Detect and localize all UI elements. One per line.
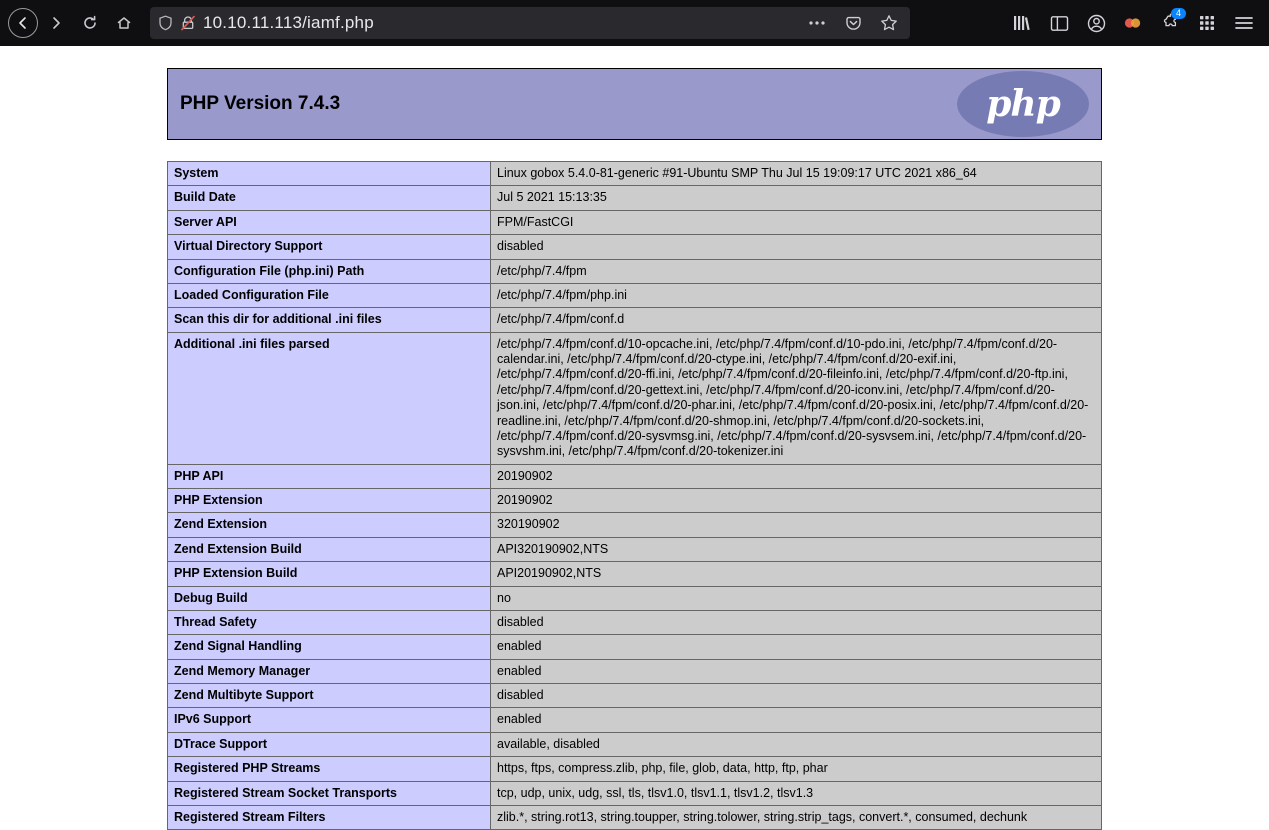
php-logo xyxy=(957,71,1089,137)
table-cell-value: enabled xyxy=(491,635,1102,659)
table-row xyxy=(168,186,1102,210)
table-cell-name: IPv6 Support xyxy=(168,708,491,732)
page-title: PHP Version 7.4.3 xyxy=(180,93,341,114)
url-text[interactable]: 10.10.11.113/iamf.php xyxy=(203,13,374,32)
table-cell-name: Server API xyxy=(168,210,491,234)
page-actions-icon[interactable] xyxy=(804,10,830,36)
table-cell-name: PHP Extension Build xyxy=(168,562,491,586)
table-cell-value: API320190902,NTS xyxy=(491,537,1102,561)
table-row xyxy=(168,635,1102,659)
php-logo-text: php xyxy=(986,83,1060,125)
urlbar-actions xyxy=(804,10,902,36)
table-cell-value: API20190902,NTS xyxy=(491,562,1102,586)
table-cell-value: disabled xyxy=(491,684,1102,708)
table-cell-name: Zend Extension Build xyxy=(168,537,491,561)
table-row xyxy=(168,283,1102,307)
table-cell-value: zlib.*, string.rot13, string.toupper, string.tolower, string.strip_tags, convert.*, consumed, dechunk xyxy=(491,805,1102,829)
phpinfo-table-body xyxy=(168,162,1102,830)
forward-button[interactable] xyxy=(40,7,72,39)
table-cell-value: no xyxy=(491,586,1102,610)
settings-grid-icon[interactable] xyxy=(1194,10,1220,36)
pocket-icon[interactable] xyxy=(840,10,866,36)
table-row xyxy=(168,489,1102,513)
table-row xyxy=(168,732,1102,756)
insecure-connection-icon[interactable] xyxy=(180,15,196,31)
table-cell-name: Build Date xyxy=(168,186,491,210)
table-row xyxy=(168,308,1102,332)
table-row xyxy=(168,610,1102,634)
table-cell-value: Jul 5 2021 15:13:35 xyxy=(491,186,1102,210)
navigation-buttons xyxy=(8,7,140,39)
table-cell-value: /etc/php/7.4/fpm xyxy=(491,259,1102,283)
browser-toolbar xyxy=(0,0,1269,46)
table-cell-value: disabled xyxy=(491,610,1102,634)
table-cell-name: Configuration File (php.ini) Path xyxy=(168,259,491,283)
table-cell-name: Zend Multibyte Support xyxy=(168,684,491,708)
table-row xyxy=(168,781,1102,805)
table-cell-value: available, disabled xyxy=(491,732,1102,756)
table-row xyxy=(168,757,1102,781)
phpinfo-table xyxy=(167,161,1102,830)
table-cell-value: 20190902 xyxy=(491,489,1102,513)
table-cell-name: Scan this dir for additional .ini files xyxy=(168,308,491,332)
table-row xyxy=(168,235,1102,259)
table-row xyxy=(168,537,1102,561)
table-cell-value: /etc/php/7.4/fpm/conf.d xyxy=(491,308,1102,332)
toolbar-right-buttons xyxy=(1009,10,1261,36)
back-button[interactable] xyxy=(8,8,38,38)
table-cell-name: Loaded Configuration File xyxy=(168,283,491,307)
table-cell-name: Registered PHP Streams xyxy=(168,757,491,781)
phpinfo-content xyxy=(167,46,1102,830)
url-bar[interactable] xyxy=(150,7,910,39)
table-cell-value: FPM/FastCGI xyxy=(491,210,1102,234)
table-cell-value: 320190902 xyxy=(491,513,1102,537)
table-cell-value: /etc/php/7.4/fpm/php.ini xyxy=(491,283,1102,307)
table-cell-value: 20190902 xyxy=(491,464,1102,488)
table-cell-name: Zend Memory Manager xyxy=(168,659,491,683)
table-cell-value: disabled xyxy=(491,235,1102,259)
table-cell-value: enabled xyxy=(491,708,1102,732)
table-cell-name: Additional .ini files parsed xyxy=(168,332,491,464)
table-row xyxy=(168,805,1102,829)
home-button[interactable] xyxy=(108,7,140,39)
table-row xyxy=(168,684,1102,708)
bookmark-star-icon[interactable] xyxy=(876,10,902,36)
table-cell-name: PHP Extension xyxy=(168,489,491,513)
table-cell-name: PHP API xyxy=(168,464,491,488)
table-row xyxy=(168,162,1102,186)
table-row xyxy=(168,210,1102,234)
shield-icon[interactable] xyxy=(158,15,173,31)
table-cell-value: tcp, udp, unix, udg, ssl, tls, tlsv1.0, tlsv1.1, tlsv1.2, tlsv1.3 xyxy=(491,781,1102,805)
library-icon[interactable] xyxy=(1009,10,1035,36)
table-cell-value: enabled xyxy=(491,659,1102,683)
table-cell-name: DTrace Support xyxy=(168,732,491,756)
table-cell-name: Registered Stream Socket Transports xyxy=(168,781,491,805)
addons-icon[interactable] xyxy=(1157,10,1183,36)
table-row xyxy=(168,708,1102,732)
table-cell-name: Zend Extension xyxy=(168,513,491,537)
table-cell-name: Virtual Directory Support xyxy=(168,235,491,259)
table-row xyxy=(168,332,1102,464)
table-cell-value: Linux gobox 5.4.0-81-generic #91-Ubuntu SMP Thu Jul 15 19:09:17 UTC 2021 x86_64 xyxy=(491,162,1102,186)
page-viewport xyxy=(0,46,1269,824)
containers-icon[interactable] xyxy=(1120,10,1146,36)
table-cell-name: Thread Safety xyxy=(168,610,491,634)
reload-button[interactable] xyxy=(74,7,106,39)
table-cell-name: Registered Stream Filters xyxy=(168,805,491,829)
phpinfo-header xyxy=(167,68,1102,140)
table-cell-value: /etc/php/7.4/fpm/conf.d/10-opcache.ini, /etc/php/7.4/fpm/conf.d/10-pdo.ini, /etc/php/7.4/fpm/conf.d/20-calendar.ini, /etc/php/7.4/fpm/conf.d/20-ctype.ini, /etc/php/7.4/fpm/conf.d/20-exif.ini, /etc/php/7.4/fpm/conf.d/20-ffi.ini, /etc/php/7.4/fpm/conf.d/20-fileinfo.ini, /etc/php/7.4/fpm/conf.d/20-ftp.ini, /etc/php/7.4/fpm/conf.d/20-gettext.ini, /etc/php/7.4/fpm/conf.d/20-iconv.ini, /etc/php/7.4/fpm/conf.d/20-json.ini, /etc/php/7.4/fpm/conf.d/20-phar.ini, /etc/php/7.4/fpm/conf.d/20-posix.ini, /etc/php/7.4/fpm/conf.d/20-readline.ini, /etc/php/7.4/fpm/conf.d/20-shmop.ini, /etc/php/7.4/fpm/conf.d/20-sockets.ini, /etc/php/7.4/fpm/conf.d/20-sysvmsg.ini, /etc/php/7.4/fpm/conf.d/20-sysvsem.ini, /etc/php/7.4/fpm/conf.d/20-sysvshm.ini, /etc/php/7.4/fpm/conf.d/20-tokenizer.ini xyxy=(491,332,1102,464)
table-row xyxy=(168,586,1102,610)
table-row xyxy=(168,464,1102,488)
table-cell-value: https, ftps, compress.zlib, php, file, glob, data, http, ftp, phar xyxy=(491,757,1102,781)
account-icon[interactable] xyxy=(1083,10,1109,36)
sidebar-icon[interactable] xyxy=(1046,10,1072,36)
table-row xyxy=(168,659,1102,683)
table-row xyxy=(168,513,1102,537)
table-cell-name: Zend Signal Handling xyxy=(168,635,491,659)
table-cell-name: System xyxy=(168,162,491,186)
table-row xyxy=(168,259,1102,283)
table-row xyxy=(168,562,1102,586)
menu-icon[interactable] xyxy=(1231,10,1257,36)
table-cell-name: Debug Build xyxy=(168,586,491,610)
addons-badge: 4 xyxy=(1171,8,1186,19)
